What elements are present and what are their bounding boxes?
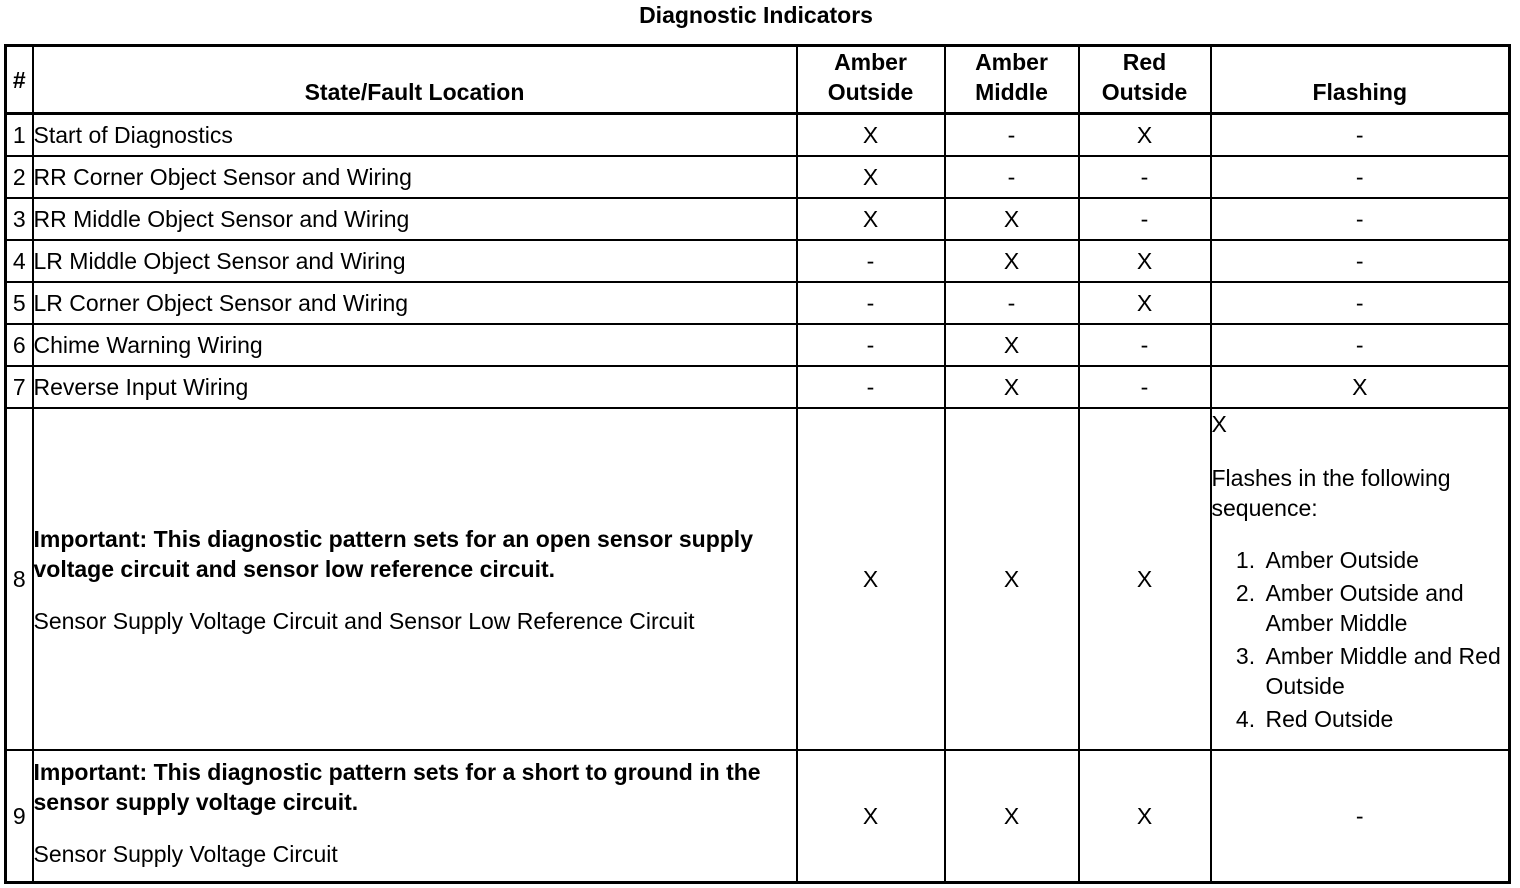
header-amber-outside-line1: Amber — [834, 49, 907, 75]
amber-outside-mark: X — [797, 750, 945, 883]
red-outside-mark: - — [1079, 198, 1211, 240]
red-outside-mark: - — [1079, 366, 1211, 408]
row-num: 4 — [6, 240, 33, 282]
red-outside-mark: X — [1079, 408, 1211, 750]
amber-outside-mark: - — [797, 324, 945, 366]
amber-outside-mark: X — [797, 114, 945, 157]
flashing-sequence-item: 3. Amber Middle and Red Outside — [1262, 641, 1509, 701]
flashing-sequence-list — [1212, 545, 1509, 734]
flashing-sequence-item: 4. Red Outside — [1262, 704, 1509, 734]
flashing-mark: - — [1211, 114, 1510, 157]
amber-middle-mark: - — [945, 114, 1079, 157]
header-location: State/Fault Location — [33, 46, 797, 114]
flashing-mark: - — [1211, 324, 1510, 366]
table-row — [6, 114, 1510, 157]
red-outside-mark: X — [1079, 282, 1211, 324]
table-row — [6, 366, 1510, 408]
row-location: Sensor Supply Voltage Circuit and Sensor Low Reference Circuit — [33, 608, 695, 634]
row-num: 5 — [6, 282, 33, 324]
row-location: RR Middle Object Sensor and Wiring — [33, 198, 797, 240]
flashing-mark: - — [1211, 282, 1510, 324]
amber-outside-mark: - — [797, 240, 945, 282]
header-amber-outside — [797, 46, 945, 114]
header-amber-middle-line1: Amber — [975, 49, 1048, 75]
red-outside-mark: - — [1079, 324, 1211, 366]
flashing-sequence-item: 1. Amber Outside — [1262, 545, 1509, 575]
row-location-cell — [33, 408, 797, 750]
amber-middle-mark: X — [945, 324, 1079, 366]
amber-middle-mark: - — [945, 282, 1079, 324]
amber-middle-mark: X — [945, 198, 1079, 240]
flashing-mark: X — [1211, 411, 1227, 437]
amber-outside-mark: - — [797, 366, 945, 408]
header-amber-middle — [945, 46, 1079, 114]
row-num: 6 — [6, 324, 33, 366]
flashing-cell — [1211, 408, 1510, 750]
row-num: 2 — [6, 156, 33, 198]
important-note: Important: This diagnostic pattern sets for an open sensor supply voltage circuit and sensor low reference circuit. — [33, 526, 753, 582]
amber-middle-mark: - — [945, 156, 1079, 198]
amber-middle-mark: X — [945, 750, 1079, 883]
important-note: Important: This diagnostic pattern sets for a short to ground in the sensor supply voltage circuit. — [33, 759, 761, 815]
flashing-mark: - — [1211, 750, 1510, 883]
amber-outside-mark: - — [797, 282, 945, 324]
flashing-mark: - — [1211, 240, 1510, 282]
row-location: LR Middle Object Sensor and Wiring — [33, 240, 797, 282]
row-location: Start of Diagnostics — [33, 114, 797, 157]
flashing-sequence-item: 2. Amber Outside and Amber Middle — [1262, 578, 1509, 638]
header-red-outside-line2: Outside — [1101, 79, 1188, 105]
row-location: Reverse Input Wiring — [33, 366, 797, 408]
table-row — [6, 156, 1510, 198]
table-row — [6, 282, 1510, 324]
header-num: # — [6, 46, 33, 114]
header-amber-middle-line2: Middle — [975, 79, 1048, 105]
table-row — [6, 324, 1510, 366]
flashing-mark: - — [1211, 198, 1510, 240]
table-row — [6, 750, 1510, 883]
page-title: Diagnostic Indicators — [639, 2, 873, 28]
header-red-outside-line1: Red — [1122, 49, 1167, 75]
row-num: 7 — [6, 366, 33, 408]
header-row — [6, 46, 1510, 114]
diagnostic-indicators-table — [4, 44, 1511, 884]
row-num: 3 — [6, 198, 33, 240]
amber-middle-mark: X — [945, 366, 1079, 408]
red-outside-mark: X — [1079, 240, 1211, 282]
red-outside-mark: X — [1079, 750, 1211, 883]
amber-outside-mark: X — [797, 156, 945, 198]
table-row — [6, 198, 1510, 240]
row-location: LR Corner Object Sensor and Wiring — [33, 282, 797, 324]
amber-outside-mark: X — [797, 198, 945, 240]
red-outside-mark: - — [1079, 156, 1211, 198]
row-location: Sensor Supply Voltage Circuit — [33, 841, 338, 867]
row-num: 9 — [6, 750, 33, 883]
row-location-cell — [33, 750, 797, 883]
amber-middle-mark: X — [945, 240, 1079, 282]
red-outside-mark: X — [1079, 114, 1211, 157]
amber-outside-mark: X — [797, 408, 945, 750]
row-location: Chime Warning Wiring — [33, 324, 797, 366]
row-num: 1 — [6, 114, 33, 157]
table-row — [6, 240, 1510, 282]
flashing-mark: X — [1211, 366, 1510, 408]
row-num: 8 — [6, 408, 33, 750]
amber-middle-mark: X — [945, 408, 1079, 750]
table-row — [6, 408, 1510, 750]
flashing-mark: - — [1211, 156, 1510, 198]
flashing-note: Flashes in the following sequence: — [1211, 465, 1451, 521]
header-flashing: Flashing — [1211, 46, 1510, 114]
header-amber-outside-line2: Outside — [827, 79, 914, 105]
row-location: RR Corner Object Sensor and Wiring — [33, 156, 797, 198]
header-red-outside — [1079, 46, 1211, 114]
